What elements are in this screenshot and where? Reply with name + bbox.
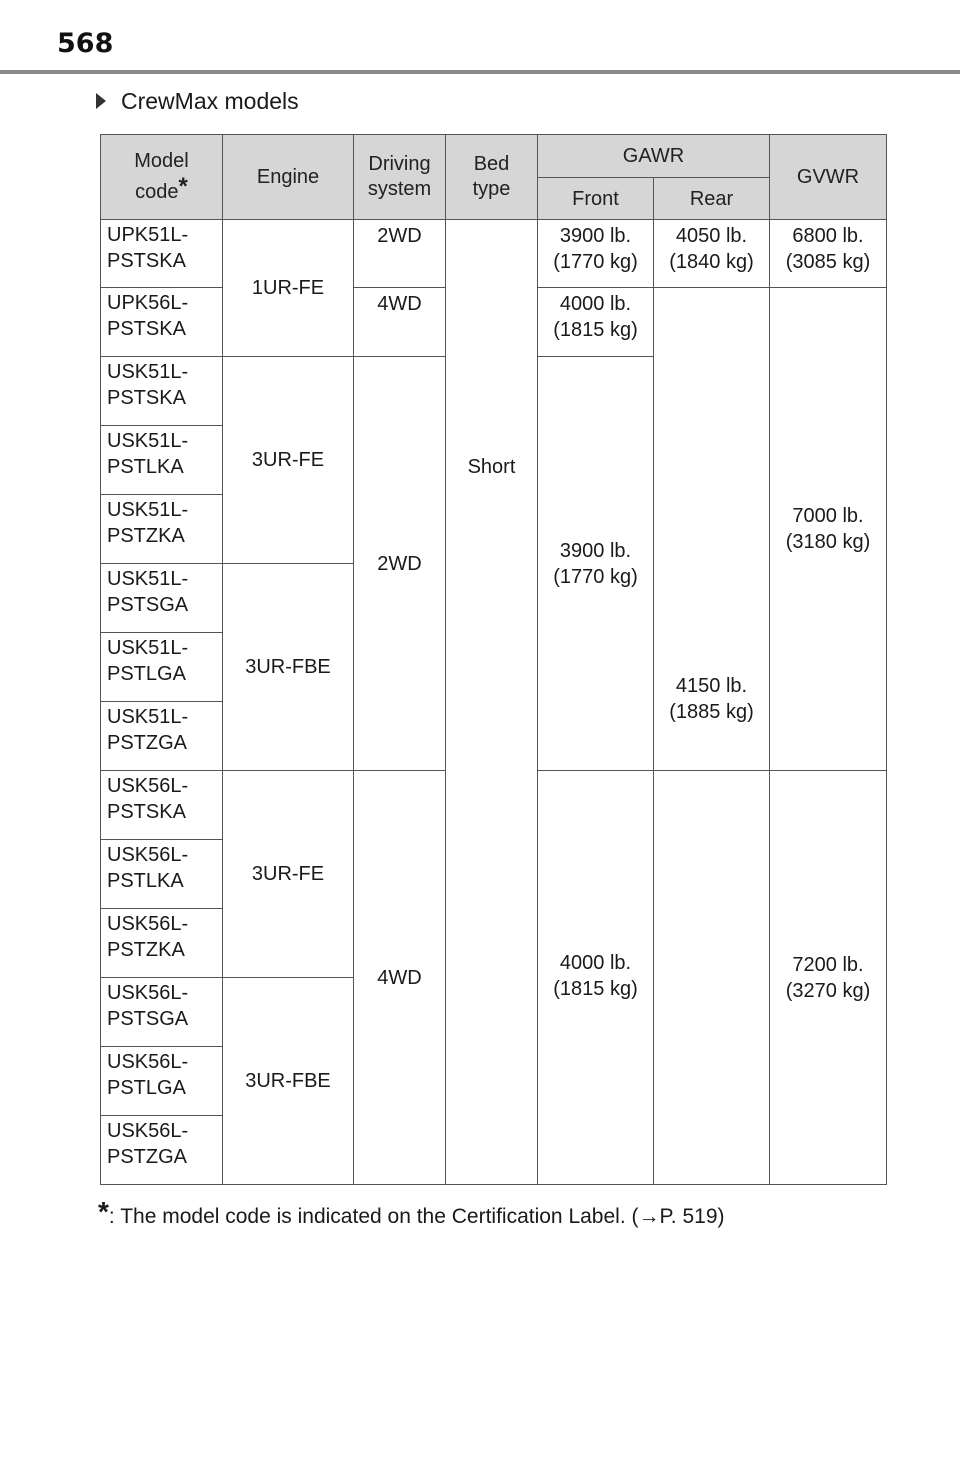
model-code-cell: USK51L- PSTSGA	[101, 564, 223, 633]
front-gawr-cell: 4000 lb. (1815 kg)	[538, 771, 654, 1185]
front-gawr-cell: 3900 lb. (1770 kg)	[538, 220, 654, 288]
driving-cell: 4WD	[354, 771, 446, 1185]
model-code-cell: USK51L- PSTZGA	[101, 702, 223, 771]
header-driving-system: Driving system	[354, 135, 446, 220]
header-front: Front	[538, 178, 654, 220]
driving-cell: 2WD	[354, 220, 446, 288]
crewmax-specs-table	[100, 134, 887, 1185]
gvwr-cell: 7000 lb. (3180 kg)	[770, 288, 887, 771]
model-code-cell: UPK51L- PSTSKA	[101, 220, 223, 288]
triangle-bullet-icon	[96, 93, 106, 109]
section-heading	[96, 86, 299, 116]
model-code-cell: USK51L- PSTLKA	[101, 426, 223, 495]
table-row	[101, 220, 887, 288]
header-engine: Engine	[223, 135, 354, 220]
model-code-cell: USK56L- PSTLKA	[101, 840, 223, 909]
model-code-cell: USK56L- PSTSGA	[101, 978, 223, 1047]
header-gawr: GAWR	[538, 135, 770, 178]
front-gawr-cell: 4000 lb. (1815 kg)	[538, 288, 654, 357]
engine-cell: 3UR-FE	[223, 357, 354, 564]
gvwr-cell: 7200 lb. (3270 kg)	[770, 771, 887, 1185]
footnote-text: : The model code is indicated on the Certification Label. (	[108, 1205, 639, 1228]
model-code-cell: USK51L- PSTLGA	[101, 633, 223, 702]
engine-cell: 3UR-FE	[223, 771, 354, 978]
footnote	[98, 1196, 725, 1229]
header-model-code: Model code*	[101, 135, 223, 220]
gvwr-cell: 6800 lb. (3085 kg)	[770, 220, 887, 288]
asterisk-icon: *	[178, 173, 188, 200]
header-divider	[0, 70, 960, 74]
model-code-cell: USK56L- PSTSKA	[101, 771, 223, 840]
engine-cell: 1UR-FE	[223, 220, 354, 357]
driving-cell: 4WD	[354, 288, 446, 357]
rear-gawr-cell-empty	[654, 771, 770, 1185]
header-gvwr: GVWR	[770, 135, 887, 220]
section-heading-text: CrewMax models	[121, 87, 299, 114]
driving-cell: 2WD	[354, 357, 446, 771]
bed-type-cell: Short	[446, 220, 538, 1185]
model-code-cell: USK51L- PSTSKA	[101, 357, 223, 426]
header-bed-type: Bed type	[446, 135, 538, 220]
engine-cell: 3UR-FBE	[223, 564, 354, 771]
engine-cell: 3UR-FBE	[223, 978, 354, 1185]
arrow-icon: →	[638, 1205, 660, 1228]
front-gawr-cell: 3900 lb. (1770 kg)	[538, 357, 654, 771]
model-code-cell: UPK56L- PSTSKA	[101, 288, 223, 357]
rear-gawr-cell: 4050 lb. (1840 kg)	[654, 220, 770, 288]
asterisk-icon: *	[98, 1196, 109, 1227]
page-number: 568	[57, 28, 114, 59]
page-reference: P. 519)	[659, 1205, 725, 1228]
rear-gawr-cell: 4150 lb. (1885 kg)	[654, 288, 770, 771]
model-code-cell: USK56L- PSTZGA	[101, 1116, 223, 1185]
model-code-cell: USK56L- PSTLGA	[101, 1047, 223, 1116]
model-code-cell: USK51L- PSTZKA	[101, 495, 223, 564]
model-code-cell: USK56L- PSTZKA	[101, 909, 223, 978]
header-rear: Rear	[654, 178, 770, 220]
